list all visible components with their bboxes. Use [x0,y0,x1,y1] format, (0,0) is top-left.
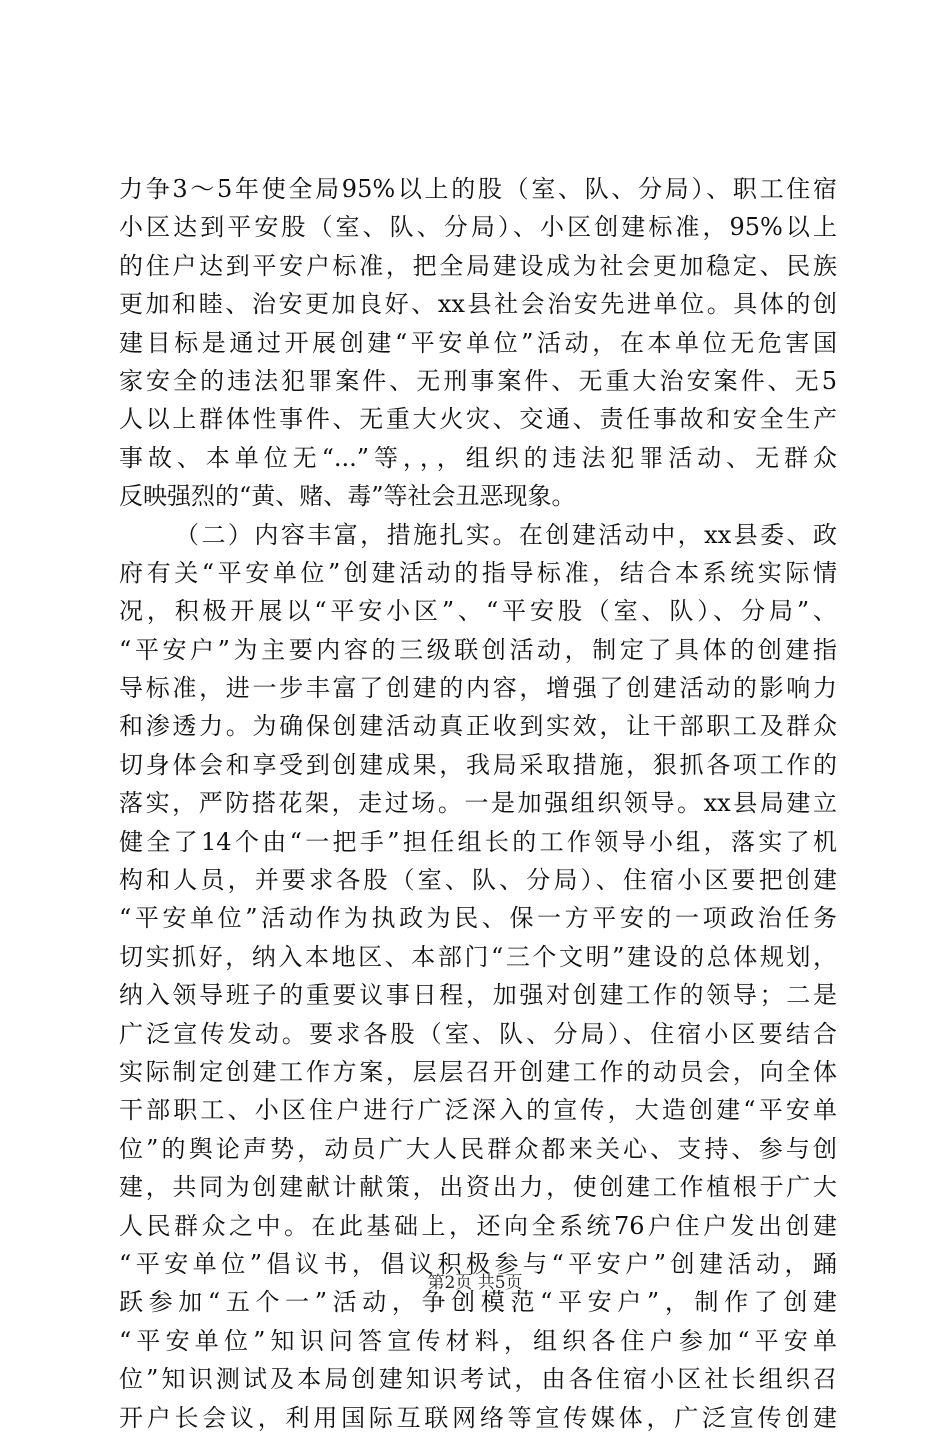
text-line: 广泛宣传发动。要求各股（室、队、分局）、住宿小区要结合 [119,1019,837,1048]
text-line: “平安单位”倡议书，倡议积极参与“平安户”创建活动，踊 [119,1249,837,1278]
text-line: 健全了14个由“一把手”担任组长的工作领导小组，落实了机 [119,827,837,856]
text-line: 建，共同为创建献计献策，出资出力，使创建工作植根于广大 [119,1173,837,1202]
text-line: 力争3～5年使全局95%以上的股（室、队、分局）、职工住宿 [119,175,837,203]
text-line: 更加和睦、治安更加良好、xx县社会治安先进单位。具体的创 [119,290,837,319]
text-line: 落实，严防搭花架，走过场。一是加强组织领导。xx县局建立 [119,789,837,818]
text-line: 家安全的违法犯罪案件、无刑事案件、无重大治安案件、无5 [119,366,837,395]
text-line: 纳入领导班子的重要议事日程，加强对创建工作的领导；二是 [119,981,837,1010]
text-line: 切身体会和享受到创建成果，我局采取措施，狠抓各项工作的 [119,750,837,779]
text-line: 建目标是通过开展创建“平安单位”活动，在本单位无危害国 [119,328,837,357]
text-line: 导标准，进一步丰富了创建的内容，增强了创建活动的影响力 [119,674,837,703]
text-line: 位”知识测试及本局创建知识考试，由各住宿小区社长组织召 [119,1365,837,1394]
text-line: 和渗透力。为确保创建活动真正收到实效，让干部职工及群众 [119,712,837,741]
text-line: “平安单位”活动作为执政为民、保一方平安的一项政治任务 [119,904,837,933]
text-line: 开户长会议，利用国际互联网络等宣传媒体，广泛宣传创建 [119,1403,837,1432]
paragraph-end-line: 反映强烈的“黄、赌、毒”等社会丑恶现象。 [119,482,576,511]
text-line: 小区达到平安股（室、队、分局）、小区创建标准，95%以上 [119,213,837,242]
text-line: 实际制定创建工作方案，层层召开创建工作的动员会，向全体 [119,1057,837,1086]
page-number-footer: 第2页 共5页 [427,1273,523,1293]
text-line: 位”的舆论声势，动员广大人民群众都来关心、支持、参与创 [119,1134,837,1163]
document-body [119,170,837,1437]
text-line: “平安户”为主要内容的三级联创活动，制定了具体的创建指 [119,635,837,664]
paragraph-start-line: （二）内容丰富，措施扎实。在创建活动中，xx县委、政 [175,520,837,549]
text-line: 事故、本单位无“...”等，，，组织的违法犯罪活动、无群众 [119,443,837,472]
text-line: 况，积极开展以“平安小区”、“平安股（室、队）、分局”、 [119,597,837,626]
text-line: 干部职工、小区住户进行广泛深入的宣传，大造创建“平安单 [119,1096,837,1125]
text-line: “平安单位”知识问答宣传材料，组织各住户参加“平安单 [119,1326,837,1355]
text-line: 人以上群体性事件、无重大火灾、交通、责任事故和安全生产 [119,405,837,434]
text-line: 切实抓好，纳入本地区、本部门“三个文明”建设的总体规划， [119,942,837,971]
text-line: 人民群众之中。在此基础上，还向全系统76户住户发出创建 [119,1211,837,1240]
text-line: 构和人员，并要求各股（室、队、分局）、住宿小区要把创建 [119,866,837,895]
text-line: 跃参加“五个一”活动，争创模范“平安户”，制作了创建 [119,1288,837,1317]
text-line: 的住户达到平安户标准，把全局建设成为社会更加稳定、民族 [119,251,837,280]
text-line: 府有关“平安单位”创建活动的指导标准，结合本系统实际情 [119,558,837,587]
